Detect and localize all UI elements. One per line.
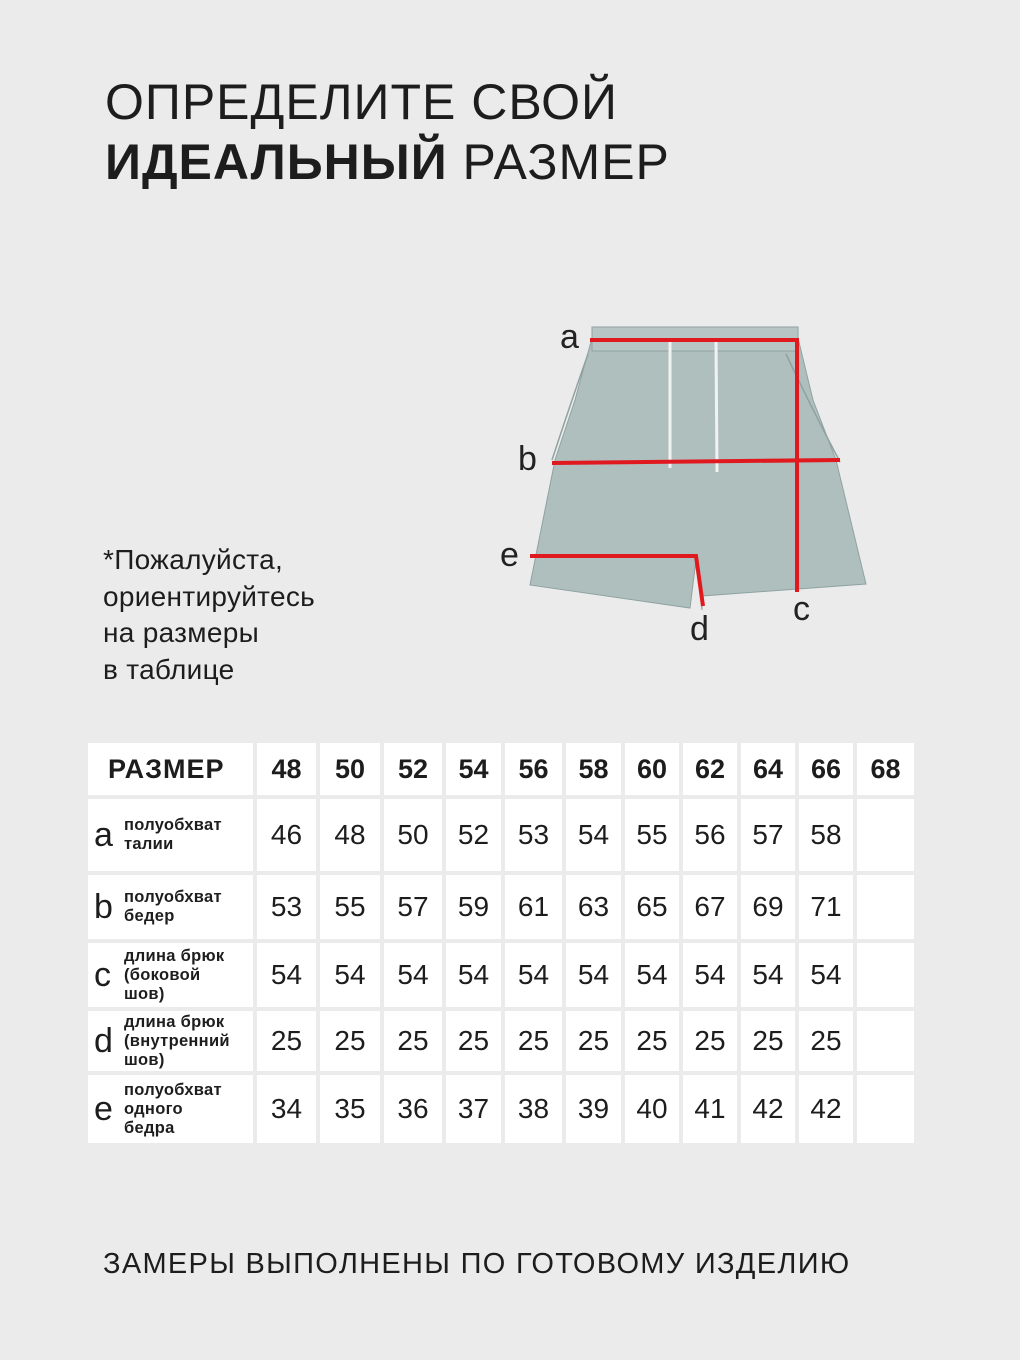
table-value-cell (857, 799, 914, 871)
size-header-cell: 52 (384, 743, 442, 795)
table-value-cell: 25 (257, 1011, 316, 1071)
table-value-cell: 25 (446, 1011, 501, 1071)
table-value-cell: 25 (799, 1011, 853, 1071)
table-value-cell: 56 (683, 799, 737, 871)
table-value-cell: 55 (625, 799, 679, 871)
table-value-cell: 71 (799, 875, 853, 939)
table-value-cell: 41 (683, 1075, 737, 1143)
page-title (105, 72, 670, 192)
size-header-cell: 54 (446, 743, 501, 795)
table-value-cell: 57 (741, 799, 795, 871)
table-value-cell: 25 (741, 1011, 795, 1071)
table-value-cell: 65 (625, 875, 679, 939)
size-header-label: РАЗМЕР (88, 743, 253, 795)
table-value-cell: 54 (741, 943, 795, 1007)
table-value-cell: 57 (384, 875, 442, 939)
table-value-cell: 25 (566, 1011, 621, 1071)
table-value-cell: 35 (320, 1075, 380, 1143)
row-label-d (88, 1011, 253, 1071)
size-header-cell: 58 (566, 743, 621, 795)
table-value-cell: 46 (257, 799, 316, 871)
measure-letter: b (94, 888, 113, 926)
table-value-cell (857, 1011, 914, 1071)
measure-letter: a (94, 816, 113, 854)
table-value-cell: 53 (257, 875, 316, 939)
size-header-cell: 62 (683, 743, 737, 795)
measure-description: полуобхват бедер (124, 888, 222, 925)
label-b: b (518, 440, 537, 478)
title-bold-word: ИДЕАЛЬНЫЙ (105, 134, 448, 190)
table-value-cell: 54 (446, 943, 501, 1007)
table-value-cell: 52 (446, 799, 501, 871)
table-value-cell: 25 (683, 1011, 737, 1071)
label-e: e (500, 536, 519, 574)
table-value-cell: 54 (799, 943, 853, 1007)
shorts-measurement-diagram (490, 310, 890, 660)
row-label-e (88, 1075, 253, 1143)
table-value-cell: 54 (566, 943, 621, 1007)
table-value-cell: 34 (257, 1075, 316, 1143)
title-line-2-rest: РАЗМЕР (447, 134, 670, 190)
measure-description: длина брюк (внутренний шов) (124, 1012, 230, 1069)
table-value-cell: 55 (320, 875, 380, 939)
size-table (88, 743, 914, 1143)
table-value-cell: 25 (384, 1011, 442, 1071)
size-header-cell: 48 (257, 743, 316, 795)
table-value-cell: 61 (505, 875, 562, 939)
measure-letter: d (94, 1022, 113, 1060)
measure-letter: e (94, 1090, 113, 1128)
footer-note: ЗАМЕРЫ ВЫПОЛНЕНЫ ПО ГОТОВОМУ ИЗДЕЛИЮ (103, 1248, 851, 1280)
table-value-cell: 63 (566, 875, 621, 939)
table-value-cell: 58 (799, 799, 853, 871)
table-value-cell: 40 (625, 1075, 679, 1143)
size-header-cell: 56 (505, 743, 562, 795)
table-value-cell: 25 (320, 1011, 380, 1071)
label-c: c (793, 590, 810, 628)
size-note: *Пожалуйста, ориентируйтесь на размеры в таблице (103, 544, 316, 685)
measure-letter: c (94, 956, 111, 994)
table-value-cell: 69 (741, 875, 795, 939)
table-value-cell: 42 (799, 1075, 853, 1143)
row-label-c (88, 943, 253, 1007)
table-value-cell: 59 (446, 875, 501, 939)
table-value-cell: 54 (384, 943, 442, 1007)
measure-description: длина брюк (боковой шов) (124, 946, 225, 1003)
table-value-cell: 54 (566, 799, 621, 871)
size-header-cell: 66 (799, 743, 853, 795)
table-value-cell (857, 943, 914, 1007)
table-value-cell: 54 (320, 943, 380, 1007)
title-line-1: ОПРЕДЕЛИТЕ СВОЙ (105, 74, 618, 130)
table-value-cell: 53 (505, 799, 562, 871)
measure-description: полуобхват одного бедра (124, 1080, 222, 1137)
label-a: a (560, 318, 579, 356)
table-value-cell: 42 (741, 1075, 795, 1143)
table-value-cell: 67 (683, 875, 737, 939)
table-value-cell: 39 (566, 1075, 621, 1143)
size-header-cell: 50 (320, 743, 380, 795)
table-value-cell (857, 875, 914, 939)
table-value-cell: 54 (505, 943, 562, 1007)
table-value-cell: 54 (625, 943, 679, 1007)
label-d: d (690, 610, 709, 648)
table-value-cell: 36 (384, 1075, 442, 1143)
table-value-cell: 37 (446, 1075, 501, 1143)
table-value-cell: 25 (505, 1011, 562, 1071)
size-header-cell: 60 (625, 743, 679, 795)
row-label-b (88, 875, 253, 939)
table-value-cell (857, 1075, 914, 1143)
table-value-cell: 54 (257, 943, 316, 1007)
measure-description: полуобхват талии (124, 816, 222, 853)
row-label-a (88, 799, 253, 871)
size-header-cell: 68 (857, 743, 914, 795)
drawstring-right (716, 340, 717, 472)
table-value-cell: 54 (683, 943, 737, 1007)
table-value-cell: 48 (320, 799, 380, 871)
table-value-cell: 38 (505, 1075, 562, 1143)
table-value-cell: 50 (384, 799, 442, 871)
table-value-cell: 25 (625, 1011, 679, 1071)
size-header-cell: 64 (741, 743, 795, 795)
